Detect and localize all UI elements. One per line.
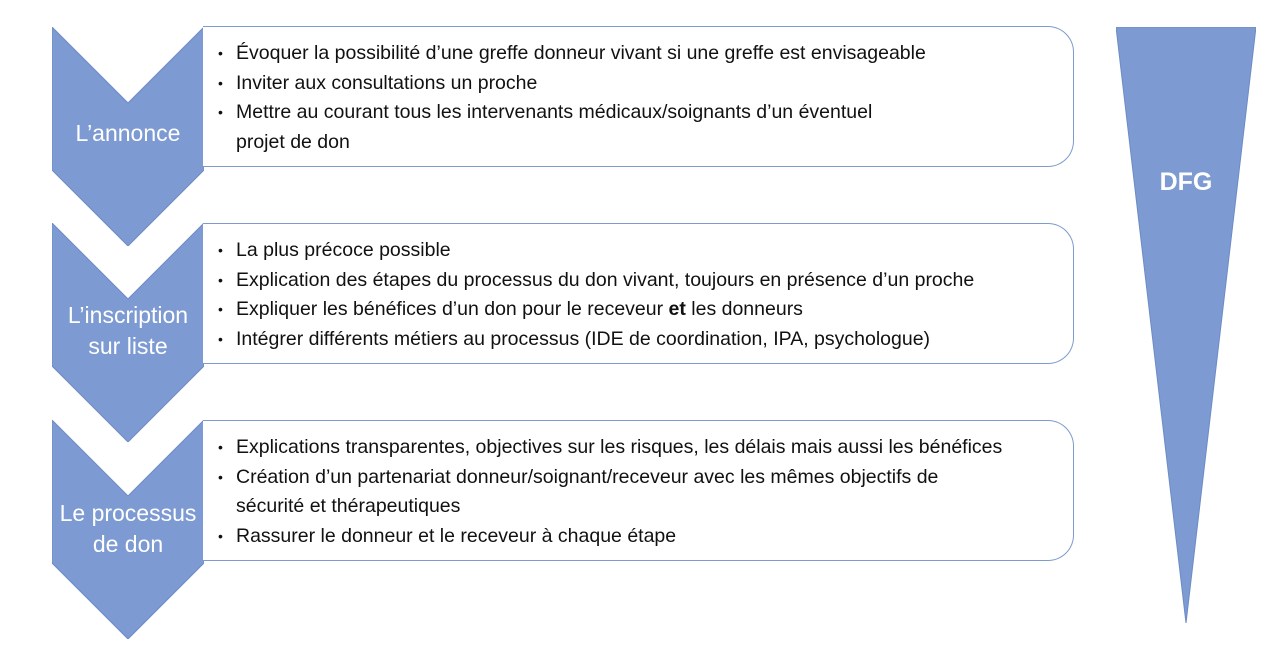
dfg-triangle-shape [1116,27,1256,623]
bullet-text: Inviter aux consultations un proche [236,71,538,94]
bullet-text: La plus précoce possible [236,239,451,261]
bullet-marker: • [218,439,223,455]
bullet-text [236,295,1073,325]
stage-2-bullet-1 [203,236,1073,266]
bullet-text: Mettre au courant tous les intervenants médicaux/soignants d’un éventuel [236,101,873,123]
stage-3-label-line-1: Le processus [59,500,197,526]
bullet-marker: • [218,242,223,258]
stage-1-label [52,118,204,149]
stage-2-bullet-4 [203,325,1073,355]
stage-1-label-line: L’annonce [75,120,181,146]
bullet-text-continuation: projet de don [236,130,350,153]
stage-2-bullet-list [203,224,1073,354]
dfg-label: DFG [1159,168,1213,196]
stage-3-bullet-1 [203,433,1073,463]
stage-1-bullet-2 [203,69,1073,99]
bullet-marker: • [218,301,223,317]
stage-2-chevron [52,223,204,442]
stage-1-chevron [52,27,204,246]
bullet-marker: • [218,330,223,347]
bullet-text: Évoquer la possibilité d’une greffe donneur vivant si une greffe est envisageable [236,42,926,64]
bullet-text-continuation: sécurité et thérapeutiques [236,495,461,517]
stage-2-label-line-2: sur liste [88,333,168,359]
stage-1-box [203,26,1074,167]
bullet-marker: • [218,45,223,61]
stage-3-label [52,498,204,560]
bullet-text: Création d’un partenariat donneur/soignant/receveur avec les mêmes objectifs de [236,465,939,488]
bullet-marker: • [218,74,223,91]
stage-3-label-line-2: de don [92,531,164,557]
stage-1-bullet-1 [203,39,1073,69]
stage-3-chevron [52,420,204,639]
bullet-marker: • [218,271,223,288]
stage-1-bullet-3 [203,98,1073,157]
dfg-triangle [1116,27,1256,623]
bullet-text: Rassurer le donneur et le receveur à chaque étape [236,524,677,547]
bullet-text-bold: et [668,298,686,320]
stage-3-bullet-3 [203,522,1073,552]
bullet-text: Explications transparentes, objectives sur les risques, les délais mais aussi les bénéfices [236,436,1003,458]
stage-2-bullet-3 [203,295,1073,325]
bullet-text-after: les donneurs [685,298,803,320]
bullet-marker: • [218,527,223,544]
stage-2-box [203,223,1074,364]
bullet-marker: • [218,468,223,485]
stage-3-bullet-2 [203,463,1073,522]
stage-2-bullet-2 [203,266,1073,296]
stage-2-label [52,300,204,362]
stage-2-label-line-1: L’inscription [67,302,189,328]
bullet-marker: • [218,104,223,120]
bullet-text: Intégrer différents métiers au processus (IDE de coordination, IPA, psychologue) [236,327,931,350]
bullet-text: Explication des étapes du processus du don vivant, toujours en présence d’un proche [236,268,975,291]
stage-3-bullet-list [203,421,1073,551]
bullet-text-before: Expliquer les bénéfices d’un don pour le receveur [236,298,669,320]
stage-1-bullet-list [203,27,1073,157]
stage-3-box [203,420,1074,561]
